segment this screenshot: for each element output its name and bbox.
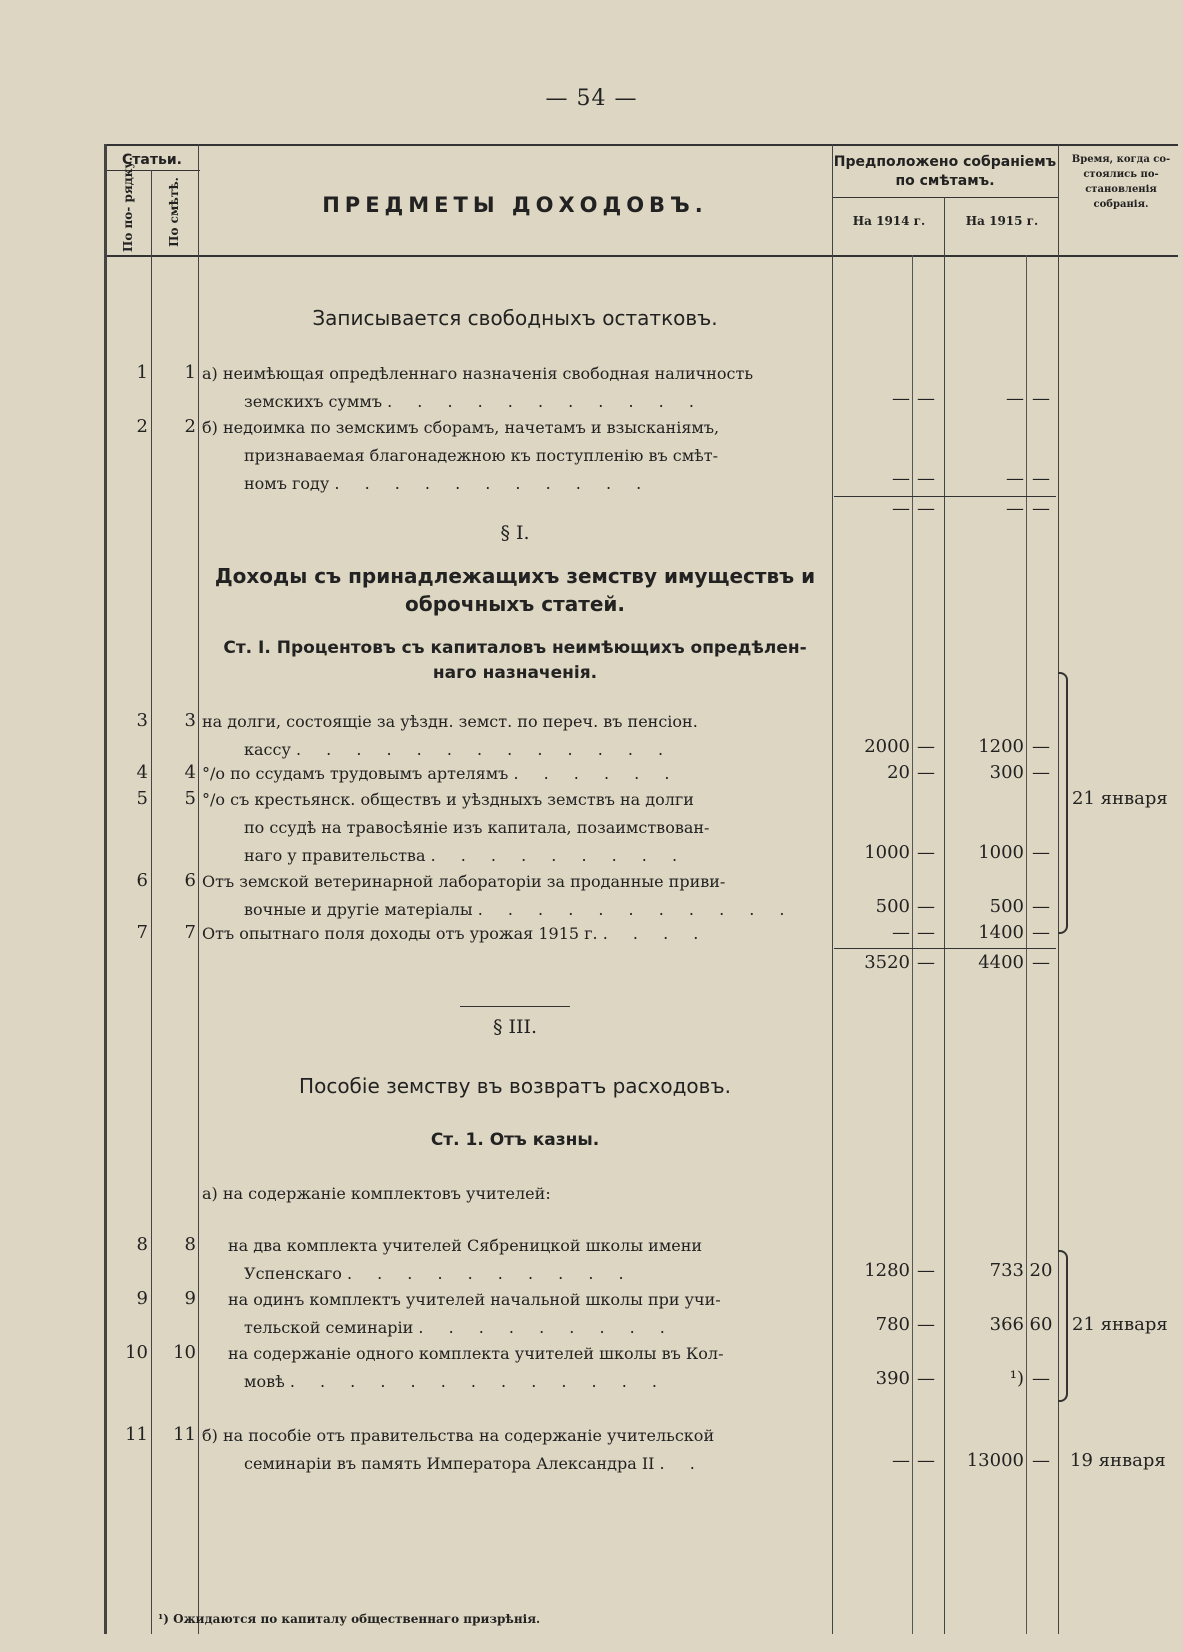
- row-6-d14: —: [917, 896, 935, 917]
- row-2-n2: 2: [184, 416, 196, 437]
- row-7-text: Отъ опытнаго поля доходы отъ урожая 1915 г. . . . .: [202, 924, 709, 943]
- row-5-line3: наго у правительства: [244, 846, 426, 865]
- row-4-line1: °/о по ссудамъ трудовымъ артелямъ: [202, 764, 509, 783]
- row-11-v14: —: [892, 1450, 910, 1471]
- header-po-smete: По смѣтѣ.: [167, 177, 181, 247]
- row-2-line2: признаваемая благонадежною къ поступленію въ смѣт-: [244, 446, 719, 465]
- total-1-v14: 3520: [864, 952, 910, 973]
- row-11-time: 19 января: [1070, 1450, 1166, 1471]
- row-5-v14: 1000: [864, 842, 910, 863]
- row-5-d14: —: [917, 842, 935, 863]
- statyi-divider-rule: [104, 170, 200, 171]
- header-year-1914: На 1914 г.: [852, 214, 926, 228]
- total-1-d15: —: [1032, 952, 1050, 973]
- header-statyi: Статьи.: [122, 152, 182, 168]
- year-divider-rule: [832, 197, 1058, 198]
- row-7-d14: —: [917, 922, 935, 943]
- row-6-v15: 500: [989, 896, 1024, 917]
- dashrow-d14: —: [917, 498, 935, 519]
- table-top-rule: [104, 144, 1178, 146]
- row-10-text: на содержаніе одного комплекта учителей школы въ Кол- мовѣ . . . . . . . . . . . . .: [202, 1340, 820, 1396]
- header-po-ryadu: По по- рядку.: [121, 156, 135, 252]
- row-10-line1: на содержаніе одного комплекта учителей школы въ Кол-: [228, 1344, 724, 1363]
- section-title-ostatki: Записывается свободныхъ остатковъ.: [312, 306, 718, 330]
- row-2-v15: —: [1006, 468, 1024, 489]
- row-4-n2: 4: [184, 762, 196, 783]
- row-3-d14: —: [917, 736, 935, 757]
- row-3-line1: на долги, состоящіе за уѣздн. земст. по переч. въ пенсіон.: [202, 712, 698, 731]
- row-3-n1: 3: [136, 710, 148, 731]
- section-1-statya: Ст. I. Процентовъ съ капиталовъ неимѣющихъ опредѣлен- наго назначенія.: [223, 638, 807, 683]
- row-9-v15: 366: [989, 1314, 1024, 1335]
- row-2-line3: номъ году: [244, 474, 330, 493]
- row-11-n1: 11: [125, 1424, 148, 1445]
- row-1-text: а) неимѣющая опредѣленнаго назначенія свободная наличность земскихъ суммъ . . . . . . . . . . .: [202, 360, 820, 416]
- row-1-line1: а) неимѣющая опредѣленнаго назначенія свободная наличность: [202, 364, 754, 383]
- row-1-n2: 1: [184, 362, 196, 383]
- row-4-d14: —: [917, 762, 935, 783]
- row-1-v14: —: [892, 388, 910, 409]
- row-8-d14: —: [917, 1260, 935, 1281]
- section-3-symbol: § III.: [492, 1016, 538, 1038]
- row-1-n1: 1: [136, 362, 148, 383]
- section-3-sub: а) на содержаніе комплектовъ учителей:: [202, 1184, 551, 1203]
- row-10-d15: —: [1032, 1368, 1050, 1389]
- row-9-line1: на одинъ комплектъ учителей начальной школы при учи-: [228, 1290, 721, 1309]
- row-11-n2: 11: [173, 1424, 196, 1445]
- page-number: — 54 —: [545, 86, 638, 111]
- row-3-n2: 3: [184, 710, 196, 731]
- row-8-text: на два комплекта учителей Сябреницкой школы имени Успенскаго . . . . . . . . . .: [202, 1232, 820, 1288]
- row-10-v15: ¹): [1009, 1368, 1024, 1389]
- row-6-line2: вочные и другіе матеріалы: [244, 900, 473, 919]
- row-6-d15: —: [1032, 896, 1050, 917]
- row-5-n2: 5: [184, 788, 196, 809]
- row-2-text: б) недоимка по земскимъ сборамъ, начетамъ и взысканіямъ, признаваемая благонадежною къ поступленію въ смѣт- номъ году . . . . . . . . . . .: [202, 414, 820, 498]
- total-1-v15: 4400: [978, 952, 1024, 973]
- subtotal-rule-1: [834, 948, 1056, 949]
- header-time: Время, когда со- стоялись по- становленія собранія.: [1071, 154, 1171, 210]
- left-border: [104, 144, 107, 1634]
- row-2-v14: —: [892, 468, 910, 489]
- row-4-n1: 4: [136, 762, 148, 783]
- row-1-line2: земскихъ суммъ: [244, 392, 382, 411]
- row-7-line1: Отъ опытнаго поля доходы отъ урожая 1915 г.: [202, 924, 598, 943]
- row-3-v14: 2000: [864, 736, 910, 757]
- col-divider-kop-14: [912, 255, 913, 1634]
- row-8-n2: 8: [184, 1234, 196, 1255]
- row-2-line1: б) недоимка по земскимъ сборамъ, начетамъ и взысканіямъ,: [202, 418, 720, 437]
- header-bottom-rule: [104, 255, 1178, 257]
- row-9-n1: 9: [136, 1288, 148, 1309]
- row-2-d15: —: [1032, 468, 1050, 489]
- row-10-d14: —: [917, 1368, 935, 1389]
- header-title: ПРЕДМЕТЫ ДОХОДОВЪ.: [322, 193, 708, 217]
- dashrow-v14: —: [892, 498, 910, 519]
- row-3-v15: 1200: [978, 736, 1024, 757]
- header-year-1915: На 1915 г.: [965, 214, 1039, 228]
- row-10-v14: 390: [875, 1368, 910, 1389]
- row-2-n1: 2: [136, 416, 148, 437]
- row-3-d15: —: [1032, 736, 1050, 757]
- row-7-v14: —: [892, 922, 910, 943]
- row-6-v14: 500: [875, 896, 910, 917]
- row-11-line1: б) на пособіе отъ правительства на содержаніе учительской: [202, 1426, 715, 1445]
- row-7-n2: 7: [184, 922, 196, 943]
- brace-section-3: [1058, 1250, 1068, 1402]
- row-5-line2: по ссудѣ на травосѣяніе изъ капитала, позаимствован-: [244, 818, 710, 837]
- total-1-d14: —: [917, 952, 935, 973]
- section-3-title: Пособіе земству въ возвратъ расходовъ.: [299, 1074, 731, 1098]
- dashrow-d15: —: [1032, 498, 1050, 519]
- row-8-v15: 733: [989, 1260, 1024, 1281]
- row-7-d15: —: [1032, 922, 1050, 943]
- row-1-d14: —: [917, 388, 935, 409]
- time-section-3: 21 января: [1072, 1314, 1168, 1335]
- row-9-line2: тельской семинаріи: [244, 1318, 414, 1337]
- col-divider-kop-15: [1026, 255, 1027, 1634]
- row-9-v14: 780: [875, 1314, 910, 1335]
- section-separator: [460, 1006, 570, 1007]
- row-10-n1: 10: [125, 1342, 148, 1363]
- row-6-text: Отъ земской ветеринарной лабораторіи за проданные приви- вочные и другіе матеріалы . . . . . . . . . . .: [202, 868, 820, 924]
- row-3-text: на долги, состоящіе за уѣздн. земст. по переч. въ пенсіон. кассу . . . . . . . . . . . . .: [202, 708, 820, 764]
- footnote: ¹) Ожидаются по капиталу общественнаго призрѣнія.: [158, 1612, 541, 1626]
- row-6-line1: Отъ земской ветеринарной лабораторіи за проданные приви-: [202, 872, 726, 891]
- row-11-d15: —: [1032, 1450, 1050, 1471]
- row-5-v15: 1000: [978, 842, 1024, 863]
- row-8-n1: 8: [136, 1234, 148, 1255]
- row-11-line2: семинаріи въ память Императора Александра II: [244, 1454, 655, 1473]
- row-4-d15: —: [1032, 762, 1050, 783]
- row-5-n1: 5: [136, 788, 148, 809]
- row-9-text: на одинъ комплектъ учителей начальной школы при учи- тельской семинаріи . . . . . . . . .: [202, 1286, 820, 1342]
- row-8-line1: на два комплекта учителей Сябреницкой школы имени: [228, 1236, 703, 1255]
- section-1-symbol: § I.: [500, 522, 530, 544]
- header-predpolozheno: Предположено собраніемъ по смѣтамъ.: [833, 154, 1057, 189]
- row-8-v14: 1280: [864, 1260, 910, 1281]
- row-4-v14: 20: [887, 762, 910, 783]
- row-1-d15: —: [1032, 388, 1050, 409]
- row-6-n1: 6: [136, 870, 148, 891]
- time-section-1: 21 января: [1072, 788, 1168, 809]
- row-7-n1: 7: [136, 922, 148, 943]
- row-4-v15: 300: [989, 762, 1024, 783]
- row-1-v15: —: [1006, 388, 1024, 409]
- row-5-d15: —: [1032, 842, 1050, 863]
- row-10-line2: мовѣ: [244, 1372, 285, 1391]
- row-5-line1: °/о съ крестьянск. обществъ и уѣздныхъ земствъ на долги: [202, 790, 694, 809]
- row-9-n2: 9: [184, 1288, 196, 1309]
- row-9-d14: —: [917, 1314, 935, 1335]
- row-4-text: °/о по ссудамъ трудовымъ артелямъ . . . . . .: [202, 764, 680, 783]
- section-3-statya: Ст. 1. Отъ казны.: [430, 1130, 600, 1150]
- row-7-v15: 1400: [978, 922, 1024, 943]
- row-8-d15: 20: [1029, 1260, 1053, 1281]
- section-1-title: Доходы съ принадлежащихъ земству имуществъ и оброчныхъ статей.: [214, 564, 816, 616]
- row-8-line2: Успенскаго: [244, 1264, 342, 1283]
- row-9-d15: 60: [1029, 1314, 1053, 1335]
- row-6-n2: 6: [184, 870, 196, 891]
- col-divider-3: [832, 144, 833, 1634]
- row-11-text: б) на пособіе отъ правительства на содержаніе учительской семинаріи въ память Императора Александра II . .: [202, 1422, 820, 1478]
- subtotal-rule-0: [834, 496, 1056, 497]
- row-5-text: °/о съ крестьянск. обществъ и уѣздныхъ земствъ на долги по ссудѣ на травосѣяніе изъ капитала, позаимствован- наго у правительства . . . . . . . . .: [202, 786, 820, 870]
- col-divider-2: [198, 144, 199, 1634]
- row-2-d14: —: [917, 468, 935, 489]
- row-11-v15: 13000: [966, 1450, 1024, 1471]
- row-11-d14: —: [917, 1450, 935, 1471]
- col-divider-1: [151, 170, 152, 1634]
- row-3-line2: кассу: [244, 740, 291, 759]
- row-10-n2: 10: [173, 1342, 196, 1363]
- brace-section-1: [1058, 672, 1068, 934]
- dashrow-v15: —: [1006, 498, 1024, 519]
